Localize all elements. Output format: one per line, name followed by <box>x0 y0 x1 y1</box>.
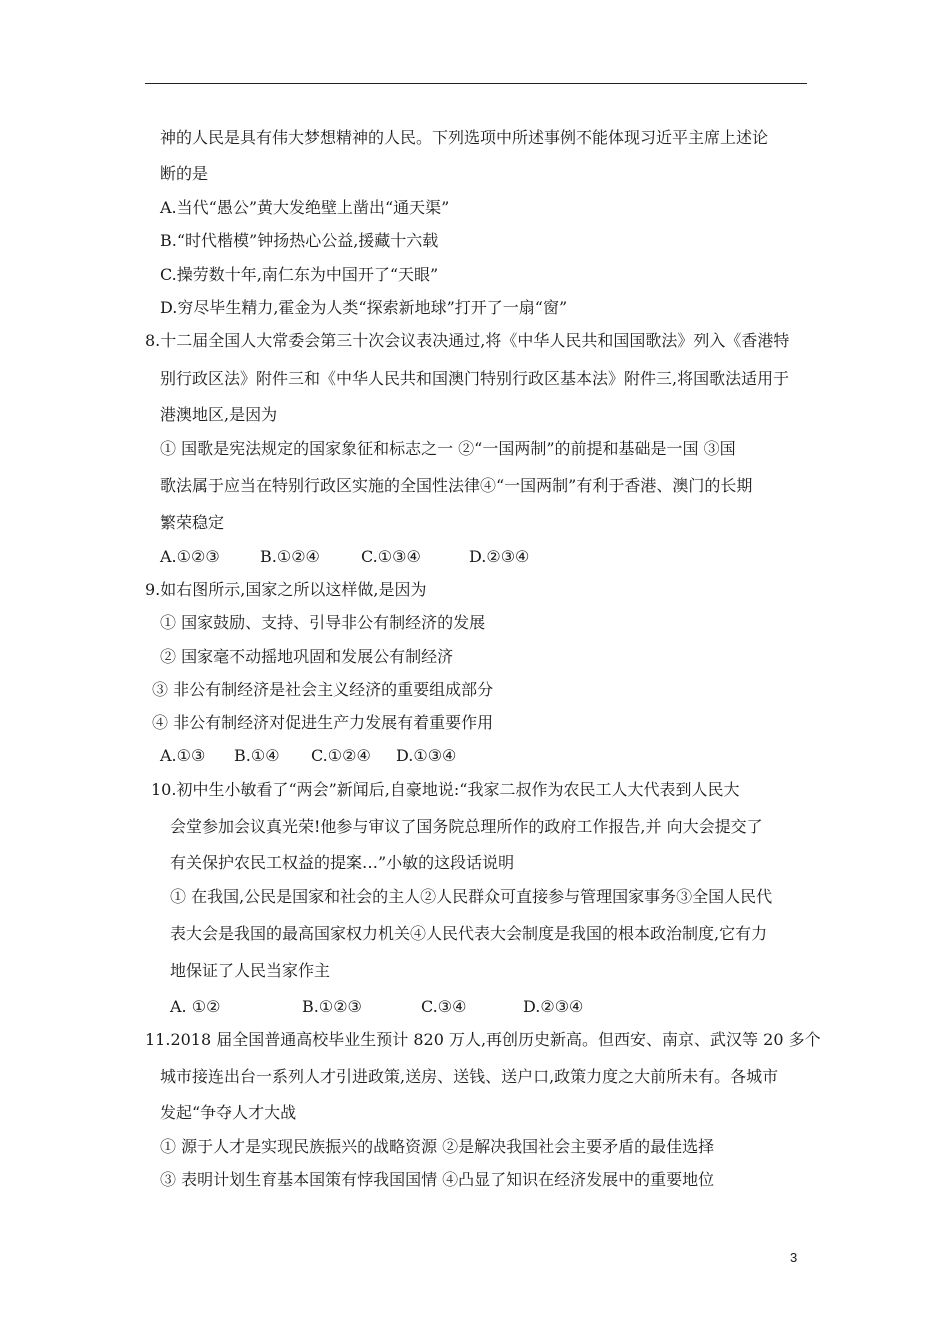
q8-statements-line: ① 国歌是宪法规定的国家象征和标志之一 ②“一国两制”的前提和基础是一国 ③国 <box>160 439 736 458</box>
q10-option-d: D.②③④ <box>523 997 584 1016</box>
q11-stem-line: 发起“争夺人才大战 <box>160 1103 297 1122</box>
q10-stem-line: 会堂参加会议真光荣!他参与审议了国务院总理所作的政府工作报告,并 向大会提交了 <box>170 817 763 836</box>
q10-statements-line: ① 在我国,公民是国家和社会的主人②人民群众可直接参与管理国家事务③全国人民代 <box>170 887 773 906</box>
q11-statements-line: ③ 表明计划生育基本国策有悖我国国情 ④凸显了知识在经济发展中的重要地位 <box>160 1170 715 1189</box>
q7-option-b: B.“时代楷模”钟扬热心公益,援藏十六载 <box>160 231 439 250</box>
page-number: 3 <box>790 1250 798 1265</box>
q9-statement: ② 国家毫不动摇地巩固和发展公有制经济 <box>160 647 454 666</box>
q8-stem-line: 港澳地区,是因为 <box>160 405 278 424</box>
q9-option-d: D.①③④ <box>396 746 457 765</box>
q10-stem-line: 有关保护农民工权益的提案…”小敏的这段话说明 <box>170 853 515 872</box>
q8-option-c: C.①③④ <box>361 547 421 566</box>
q9-statement: ③ 非公有制经济是社会主义经济的重要组成部分 <box>152 680 494 699</box>
q10-option-a: A. ①② <box>170 997 221 1016</box>
q9-statement: ④ 非公有制经济对促进生产力发展有着重要作用 <box>152 713 494 732</box>
q8-statements-line: 繁荣稳定 <box>160 513 225 532</box>
q7-stem-line: 断的是 <box>160 164 209 183</box>
q11-stem-line: 11.2018 届全国普通高校毕业生预计 820 万人,再创历史新高。但西安、南京、武汉等 20 多个 <box>145 1030 821 1049</box>
q9-option-a: A.①③ <box>160 746 206 765</box>
q8-statements-line: 歌法属于应当在特别行政区实施的全国性法律④“一国两制”有利于香港、澳门的长期 <box>160 476 753 495</box>
q9-stem: 9.如右图所示,国家之所以这样做,是因为 <box>145 580 427 599</box>
q8-option-b: B.①②④ <box>260 547 320 566</box>
q11-statements-line: ① 源于人才是实现民族振兴的战略资源 ②是解决我国社会主要矛盾的最佳选择 <box>160 1137 715 1156</box>
q8-options <box>160 547 529 567</box>
q10-option-b: B.①②③ <box>302 997 362 1016</box>
q8-option-a: A.①②③ <box>160 547 220 566</box>
q10-option-c: C.③④ <box>421 997 467 1016</box>
q10-statements-line: 表大会是我国的最高国家权力机关④人民代表大会制度是我国的根本政治制度,它有力 <box>170 924 768 943</box>
header-rule <box>145 83 807 84</box>
q9-option-b: B.①④ <box>234 746 280 765</box>
q11-stem-line: 城市接连出台一系列人才引进政策,送房、送钱、送户口,政策力度之大前所未有。各城市 <box>160 1067 779 1086</box>
q9-option-c: C.①②④ <box>311 746 371 765</box>
q8-option-d: D.②③④ <box>469 547 530 566</box>
q10-statements-line: 地保证了人民当家作主 <box>170 961 331 980</box>
q10-options <box>170 997 583 1017</box>
q8-stem-line: 8.十二届全国人大常委会第三十次会议表决通过,将《中华人民共和国国歌法》列入《香港特 <box>145 331 790 350</box>
q7-stem-line: 神的人民是具有伟大梦想精神的人民。下列选项中所述事例不能体现习近平主席上述论 <box>160 128 769 147</box>
q8-stem-line: 别行政区法》附件三和《中华人民共和国澳门特别行政区基本法》附件三,将国歌法适用于 <box>160 369 790 388</box>
q9-statement: ① 国家鼓励、支持、引导非公有制经济的发展 <box>160 613 486 632</box>
q10-stem-line: 10.初中生小敏看了“两会”新闻后,自豪地说:“我家二叔作为农民工人大代表到人民大 <box>151 780 740 799</box>
q9-options <box>160 746 456 766</box>
q7-option-c: C.操劳数十年,南仁东为中国开了“天眼” <box>160 265 439 284</box>
q7-option-a: A.当代“愚公”黄大发绝壁上凿出“通天渠” <box>160 198 450 217</box>
q7-option-d: D.穷尽毕生精力,霍金为人类“探索新地球”打开了一扇“窗” <box>160 298 568 317</box>
